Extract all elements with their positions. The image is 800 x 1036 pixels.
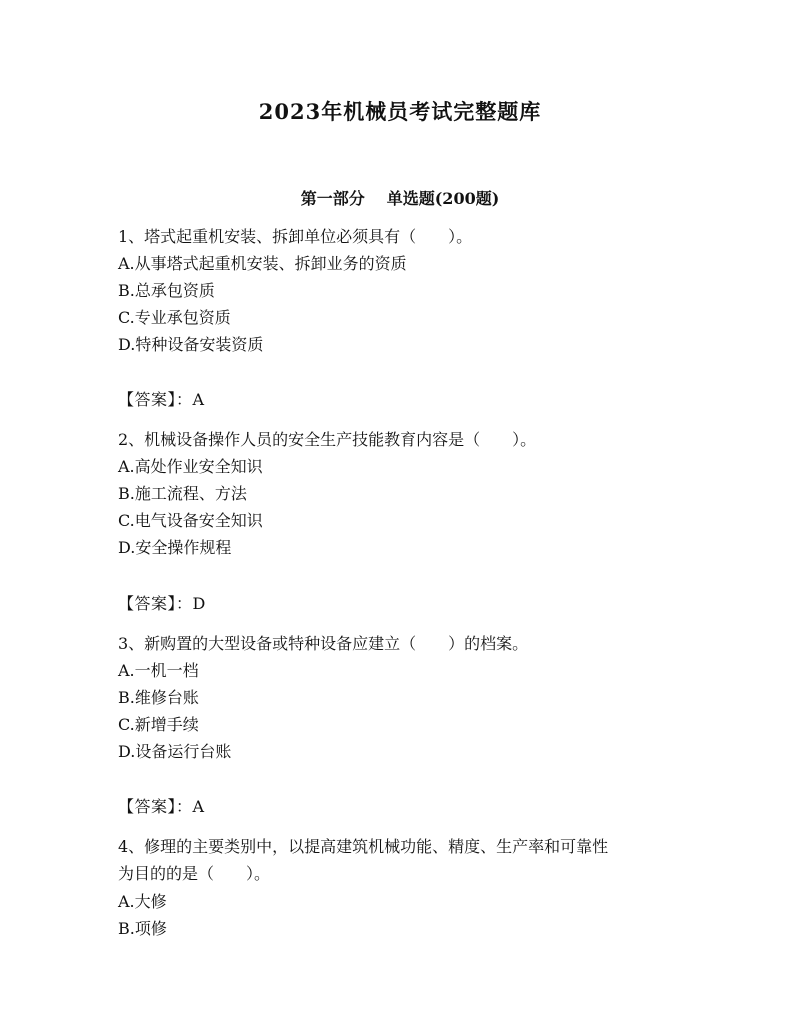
question-1-option-a: A.从事塔式起重机安装、拆卸业务的资质 — [118, 254, 407, 273]
question-3-option-d: D.设备运行台账 — [118, 742, 232, 761]
section-heading — [0, 186, 800, 209]
question-2-option-c: C.电气设备安全知识 — [118, 511, 263, 530]
question-2-answer: 【答案】：D — [118, 594, 206, 613]
question-2-option-d: D.安全操作规程 — [118, 538, 232, 557]
question-1-stem: 1、塔式起重机安装、拆卸单位必须具有（ ）。 — [118, 227, 473, 246]
section-name: 单选题(200题) — [386, 189, 500, 208]
document-title: 2023年机械员考试完整题库 — [258, 99, 542, 124]
question-1-answer: 【答案】：A — [118, 390, 205, 409]
question-3-option-c: C.新增手续 — [118, 715, 199, 734]
question-2-option-a: A.高处作业安全知识 — [118, 457, 263, 476]
question-3-option-a: A.一机一档 — [118, 661, 199, 680]
question-2-option-b: B.施工流程、方法 — [118, 484, 247, 503]
question-3-answer: 【答案】：A — [118, 797, 205, 816]
question-1-option-c: C.专业承包资质 — [118, 308, 231, 327]
question-4-stem-line-1: 4、修理的主要类别中，以提高建筑机械功能、精度、生产率和可靠性 — [118, 837, 609, 856]
question-4-stem-line-2: 为目的的是（ ）。 — [118, 864, 271, 883]
question-3-stem: 3、新购置的大型设备或特种设备应建立（ ）的档案。 — [118, 634, 529, 653]
question-2-stem: 2、机械设备操作人员的安全生产技能教育内容是（ ）。 — [118, 430, 537, 449]
question-3-option-b: B.维修台账 — [118, 688, 199, 707]
question-4-option-a: A.大修 — [118, 892, 167, 911]
question-1-option-b: B.总承包资质 — [118, 281, 215, 300]
question-4-option-b: B.项修 — [118, 919, 167, 938]
section-part: 第一部分 — [300, 189, 365, 208]
question-1-option-d: D.特种设备安装资质 — [118, 335, 264, 354]
